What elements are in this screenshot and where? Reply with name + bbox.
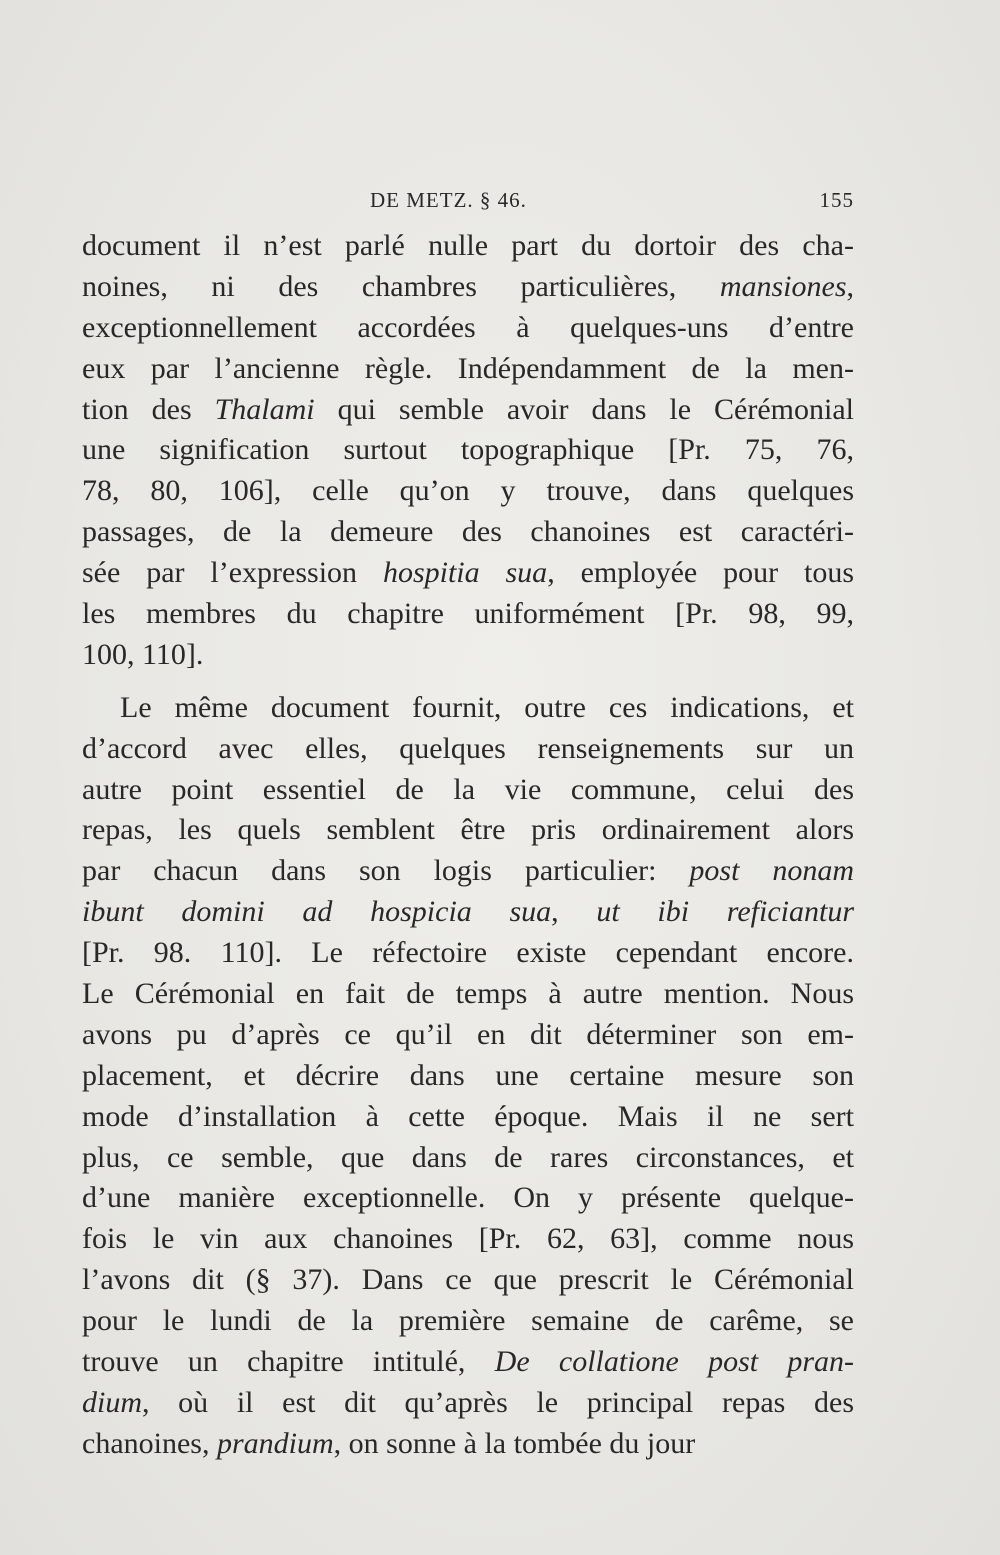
- text-line: l’avons dit (§ 37). Dans ce que prescrit le Cérémonial: [82, 1263, 854, 1297]
- text-line: pour le lundi de la première semaine de carême, se: [82, 1304, 854, 1338]
- text-line: Le Cérémonial en fait de temps à autre mention. Nous: [82, 977, 854, 1011]
- text-line: autre point essentiel de la vie commune, celui des: [82, 772, 854, 806]
- text-line: document il n’est parlé nulle part du dortoir des cha-: [82, 229, 854, 262]
- text-line: ibunt domini ad hospicia sua, ut ibi reficiantur: [82, 895, 855, 929]
- text-line: 78, 80, 106], celle qu’on y trouve, dans quelques: [82, 474, 854, 508]
- paragraph-2: [82, 688, 854, 1465]
- text-line: passages, de la demeure des chanoines est caractéri-: [82, 515, 854, 549]
- page-body: [82, 226, 854, 1465]
- text-line: [Pr. 98. 110]. Le réfectoire existe cependant encore.: [82, 936, 854, 970]
- paragraph-gap: [82, 676, 854, 688]
- text-line: chanoines, prandium, on sonne à la tombée du jour: [82, 1426, 696, 1460]
- text-line: plus, ce semble, que dans de rares circonstances, et: [82, 1140, 854, 1174]
- text-line: dium, où il est dit qu’après le principal repas des: [82, 1385, 854, 1419]
- text-line: une signification surtout topographique [Pr. 75, 76,: [82, 433, 854, 467]
- text-line: exceptionnellement accordées à quelques-uns d’entre: [82, 310, 854, 344]
- text-line: mode d’installation à cette époque. Mais il ne sert: [82, 1099, 854, 1133]
- text-line: noines, ni des chambres particulières, mansiones,: [82, 269, 854, 303]
- text-line: placement, et décrire dans une certaine mesure son: [82, 1058, 854, 1092]
- text-line: par chacun dans son logis particulier: post nonam: [82, 854, 854, 888]
- paragraph-1: [82, 226, 854, 676]
- running-title: DE METZ. § 46.: [370, 188, 527, 212]
- text-line: avons pu d’après ce qu’il en dit déterminer son em-: [82, 1017, 854, 1051]
- text-line: les membres du chapitre uniformément [Pr. 98, 99,: [82, 597, 854, 631]
- text-line: sée par l’expression hospitia sua, employée pour tous: [82, 556, 854, 590]
- text-line: eux par l’ancienne règle. Indépendamment de la men-: [82, 351, 854, 385]
- page-number: 155: [819, 188, 854, 212]
- text-line: trouve un chapitre intitulé, De collatione post pran-: [82, 1345, 854, 1379]
- text-line: d’accord avec elles, quelques renseignements sur un: [82, 731, 854, 765]
- text-line: repas, les quels semblent être pris ordinairement alors: [82, 813, 854, 847]
- text-line: Le même document fournit, outre ces indications, et: [120, 690, 854, 724]
- text-line: tion des Thalami qui semble avoir dans le Cérémonial: [82, 392, 854, 426]
- page-header: [92, 188, 854, 218]
- text-line: 100, 110].: [82, 637, 204, 671]
- text-line: d’une manière exceptionnelle. On y présente quelque-: [82, 1181, 854, 1215]
- text-line: fois le vin aux chanoines [Pr. 62, 63], comme nous: [82, 1222, 854, 1256]
